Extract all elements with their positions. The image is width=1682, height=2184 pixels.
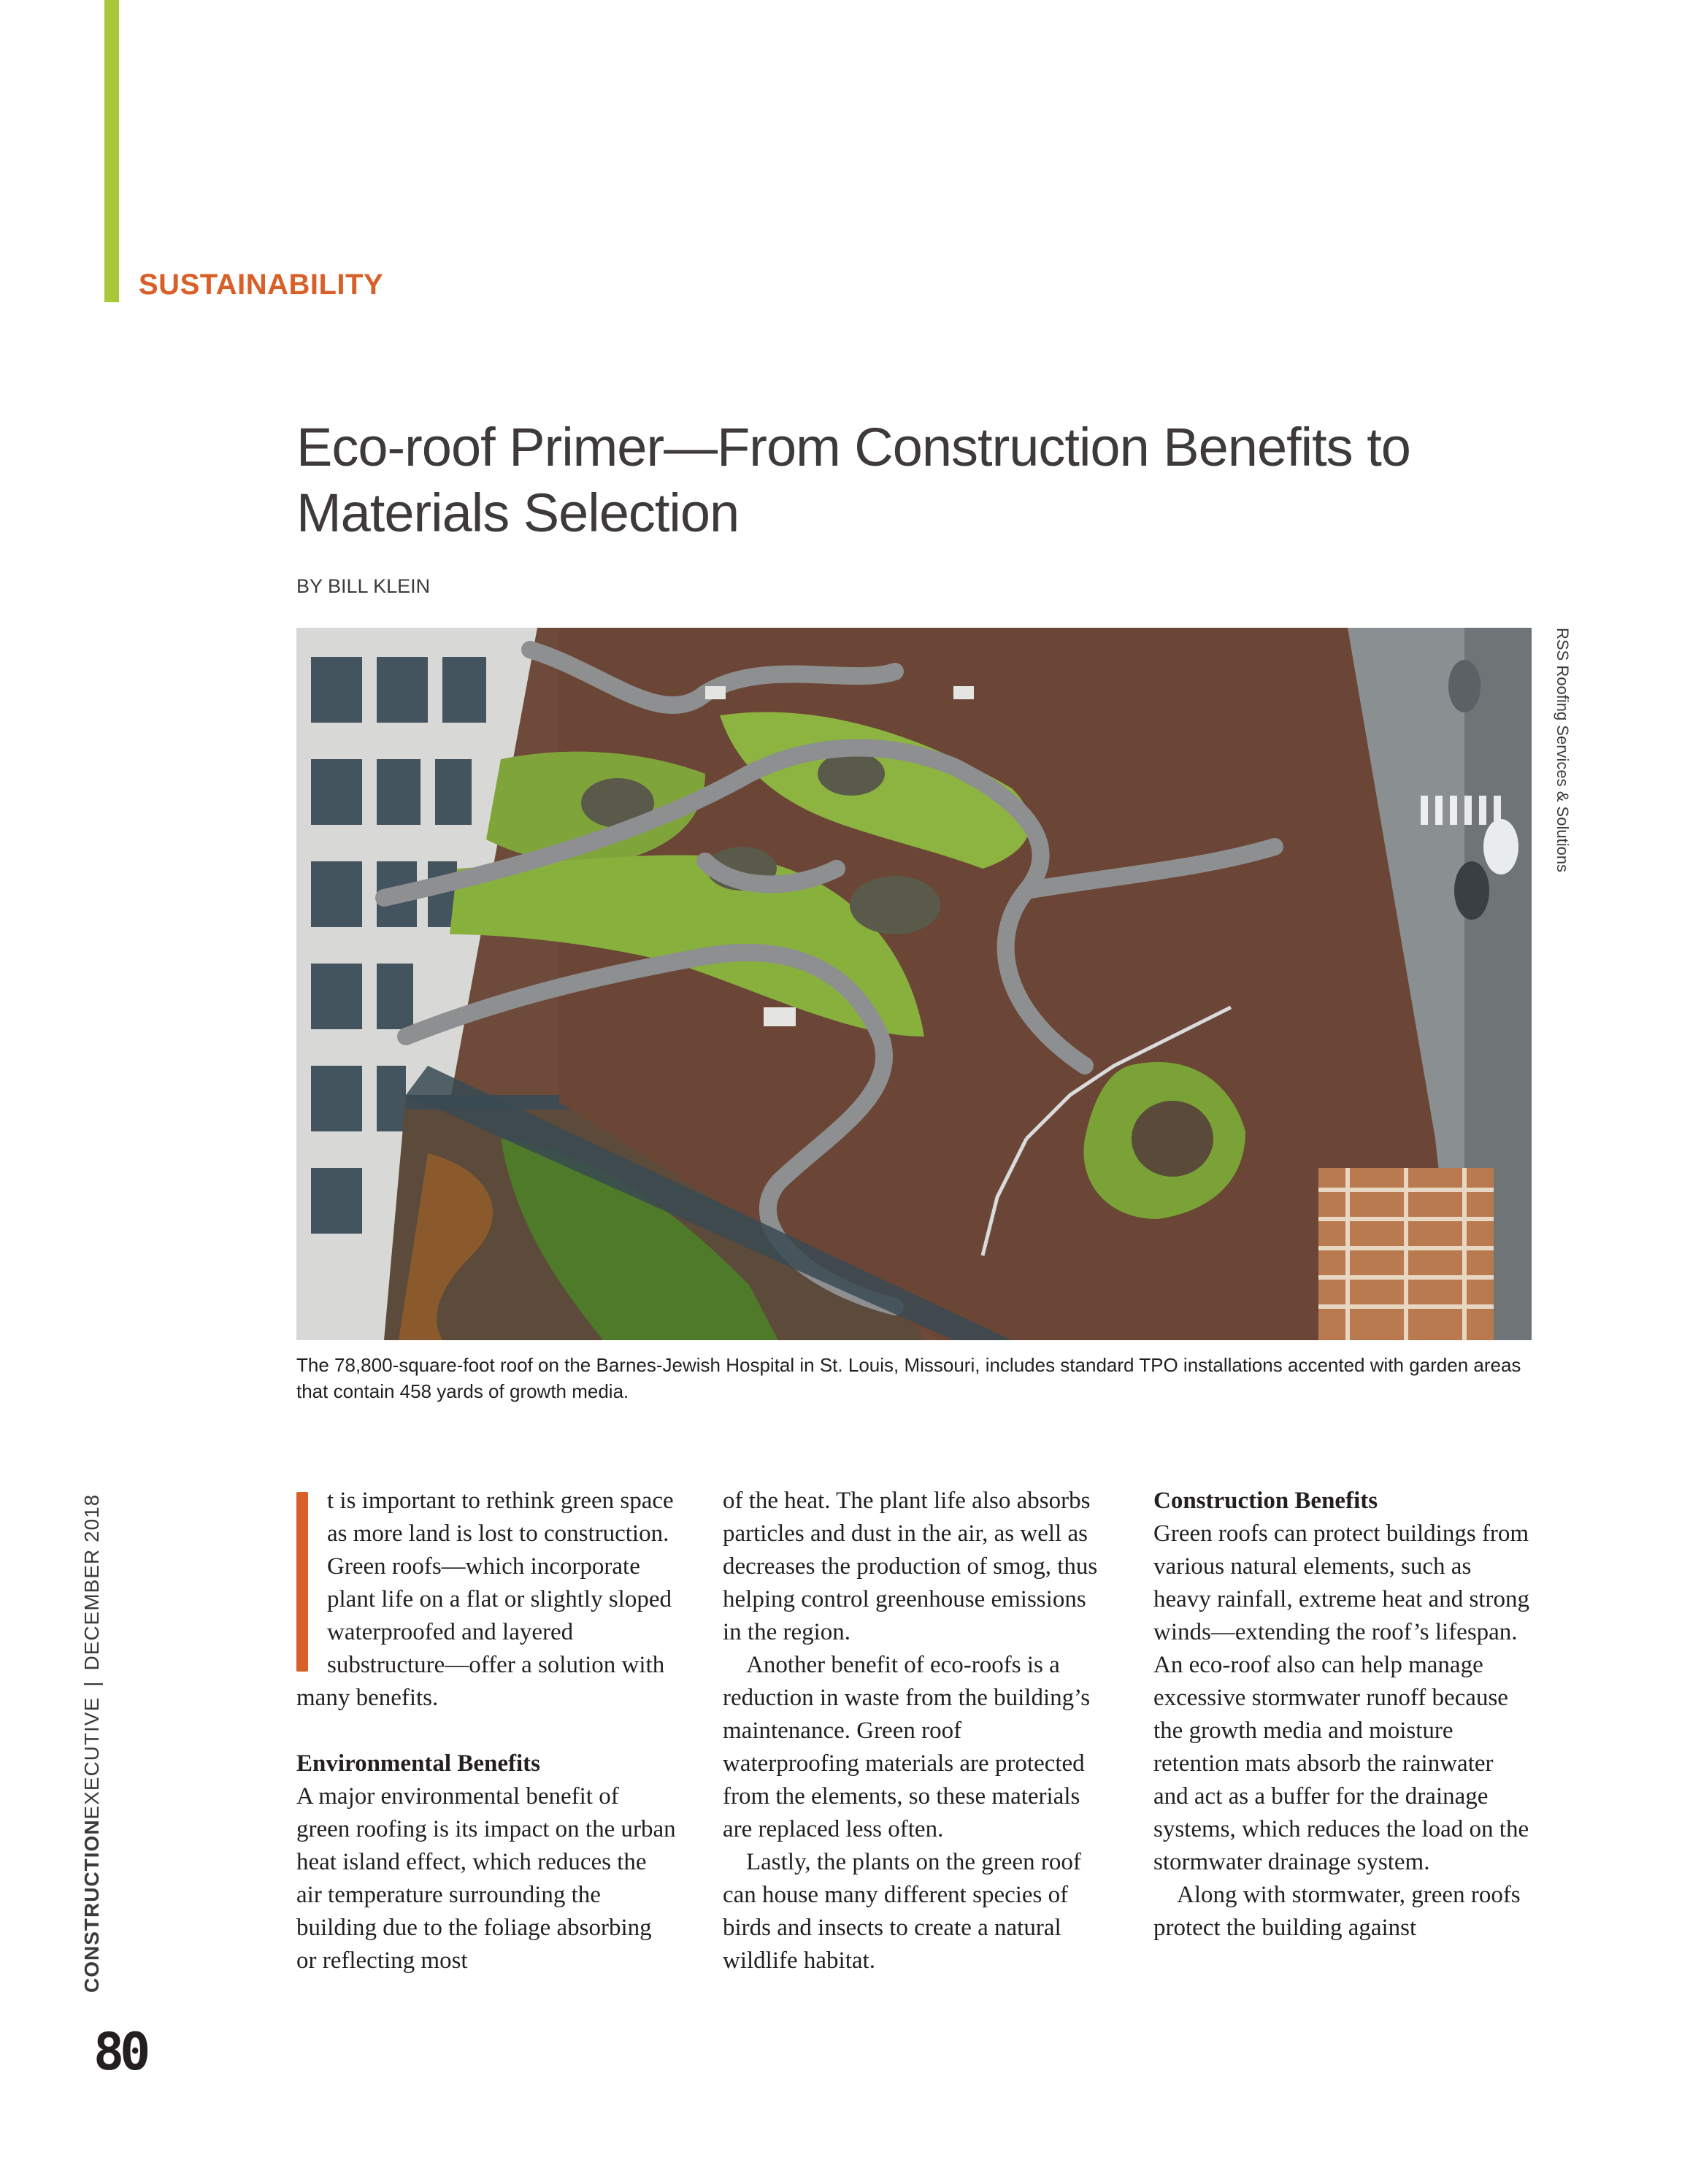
paragraph: A major environmental benefit of green roofing is its impact on the urban heat island effect, which reduces the air temperature surrounding the building due to the foliage absorbing or reflecting most xyxy=(296,1783,676,1974)
body-column-2 xyxy=(723,1485,1102,1977)
paragraph: Another benefit of eco-roofs is a reduction in waste from the building’s maintenance. Green roof waterproofing materials are protected from the elements, so these materials are replaced less often. xyxy=(723,1652,1091,1842)
brand-light: EXECUTIVE xyxy=(80,1696,103,1820)
intro-paragraph: t is important to rethink green space as more land is lost to construction. Green roofs—which incorporate plant life on a flat or slightly sloped waterproofed and layered substructure—offer a solution with many benefits. xyxy=(296,1488,674,1711)
dropcap-bar xyxy=(296,1492,308,1672)
body-column-3 xyxy=(1153,1485,1533,1945)
accent-bar xyxy=(104,0,119,302)
heading-environmental-benefits: Environmental Benefits xyxy=(296,1750,540,1777)
paragraph: Green roofs can protect buildings from various natural elements, such as heavy rainfall, extreme heat and strong winds—extending the roof’s lifespan. An eco-roof also can help manage excessive stormwater runoff because the growth media and moisture retention mats absorb the rainwater and act as a buffer for the drainage systems, which reduces the load on the stormwater drainage system. xyxy=(1153,1520,1529,1875)
page-number: 80 xyxy=(93,2022,147,2082)
paragraph: of the heat. The plant life also absorbs particles and dust in the air, as well as decreases the production of smog, thus helping control greenhouse emissions in the region. xyxy=(723,1488,1098,1645)
section-label: SUSTAINABILITY xyxy=(139,269,384,301)
separator: | xyxy=(80,1680,103,1687)
paragraph: Lastly, the plants on the green roof can house many different species of birds and insects to create a natural wildlife habitat. xyxy=(723,1849,1081,1974)
body-column-1 xyxy=(296,1485,676,1977)
heading-construction-benefits: Construction Benefits xyxy=(1153,1488,1378,1514)
paragraph: Along with stormwater, green roofs protect the building against xyxy=(1153,1882,1521,1941)
issue-date: DECEMBER 2018 xyxy=(80,1493,103,1671)
roof-photo xyxy=(296,628,1532,1340)
byline: BY BILL KLEIN xyxy=(296,575,431,597)
publication-sidebar xyxy=(80,1409,110,1993)
photo-credit: RSS Roofing Services & Solutions xyxy=(1554,628,1572,873)
brand-bold: CONSTRUCTION xyxy=(80,1819,103,1993)
photo-caption: The 78,800-square-foot roof on the Barnes-Jewish Hospital in St. Louis, Missouri, includes standard TPO installations accented with garden areas that contain 458 yards of growth media. xyxy=(296,1354,1521,1402)
article-title: Eco-roof Primer—From Construction Benefits to Materials Selection xyxy=(296,417,1410,543)
